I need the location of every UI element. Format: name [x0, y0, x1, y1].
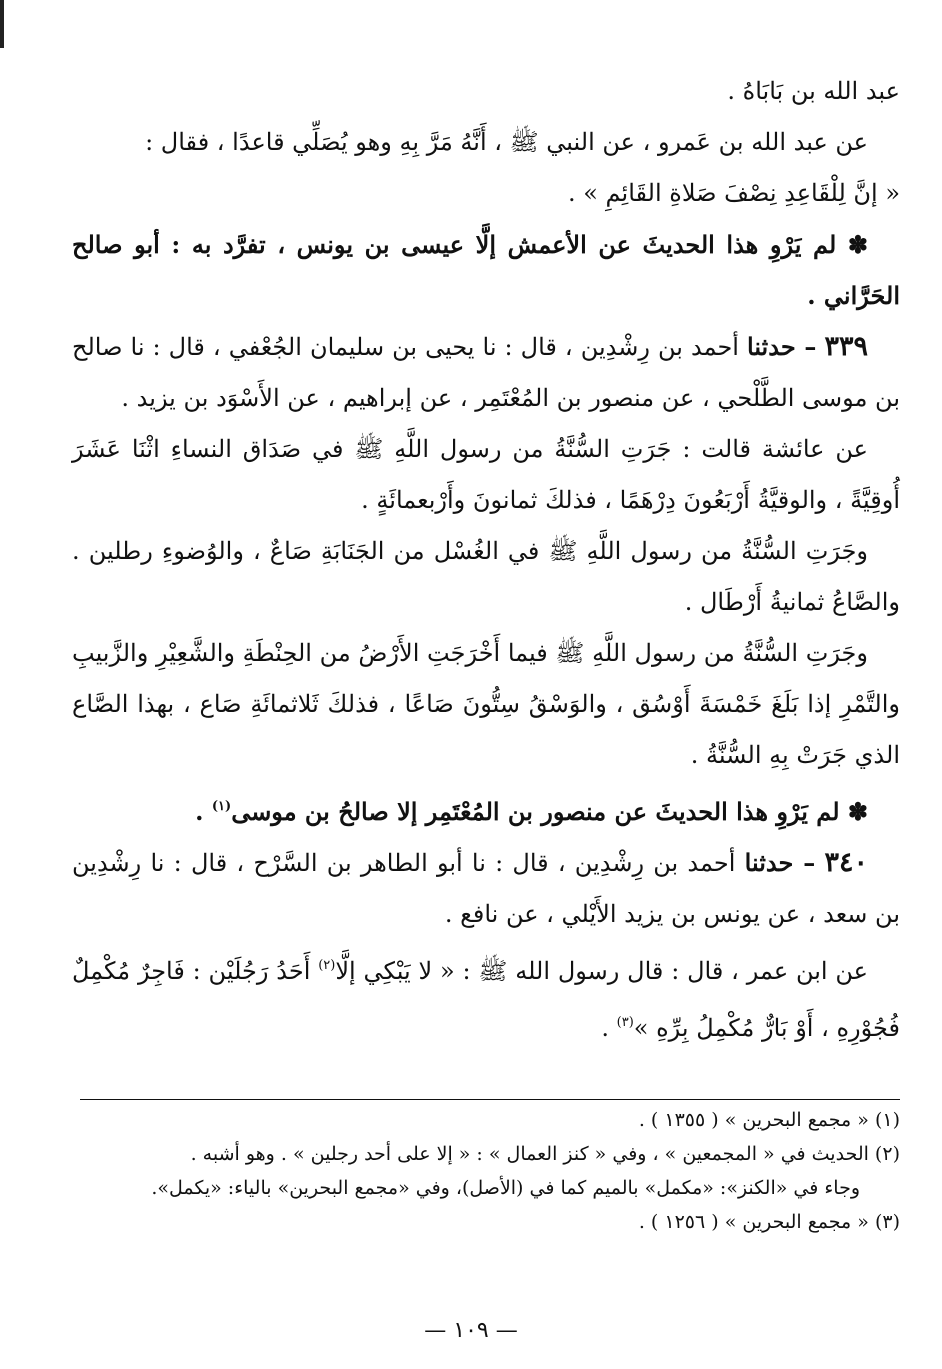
footnote-ref-1: (١) — [211, 799, 232, 814]
footnote-ref-3: (٣) — [616, 1015, 634, 1030]
hadith-339-lead: – حدثنا — [747, 332, 817, 361]
footnote-1: (١) « مجمع البحرين » ( ١٣٥٥ ) . — [638, 1109, 900, 1131]
main-text — [72, 66, 900, 1054]
paragraph-5-end: . — [601, 1014, 609, 1042]
page-number: — ١٠٩ — — [424, 1318, 518, 1343]
footnote-2-continued: وجاء في «الكنز»: «مكمل» بالميم كما في (الأصل)، وفي «مجمع البحرين» بالياء: «يكمل». — [151, 1177, 860, 1199]
footnote-divider — [80, 1099, 900, 1100]
footnote-ref-2: (٢) — [318, 958, 336, 973]
paragraph-5 — [72, 940, 900, 1054]
hadith-340-chain: أحمد بن رِشْدِين ، قال : نا أبو الطاهر بن السَّرْح ، قال : نا رِشْدِين بن سعد ، عن يونس بن يزيد الأَيْلي ، عن نافع . — [72, 849, 900, 928]
hadith-number-339: ٣٣٩ — [824, 331, 868, 362]
paragraph-4: وجَرَتِ السُّنَّةُ من رسول اللَّهِ ﷺ فيما أَخْرَجَتِ الأَرْضُ من الحِنْطَةِ والشَّعِيْرِ والزَّبيبِ والتَّمْرِ إذا بَلَغَ خَمْسَةَ أَوْسُق ، والوَسْقُ سِتُّونَ صَاعًا ، فذلكَ ثَلاثمائَةِ صَاع ، بهذا الصَّاع الذي جَرَتْ بِهِ السُّنَّةُ . — [72, 639, 900, 769]
top-line: عبد الله بن بَابَاهُ . — [727, 77, 900, 105]
commentary-2-end: . — [195, 797, 204, 826]
footnotes — [72, 1103, 900, 1239]
paragraph-3: وجَرَتِ السُّنَّةُ من رسول اللَّهِ ﷺ في الغُسْل من الجَنَابَةِ صَاعٌ ، والوُضوءِ رطلين . والصَّاعُ ثمانيةُ أَرْطَال . — [72, 537, 900, 616]
commentary-2-text: ✽ لم يَرْوِ هذا الحديثَ عن منصور بن المُعْتَمِر إلا صالحُ بن موسى — [231, 797, 868, 826]
hadith-340-isnad — [72, 837, 900, 940]
commentary-2 — [72, 781, 900, 837]
paragraph-2: عن عائشة قالت : جَرَتِ السُّنَّةُ من رسول اللَّهِ ﷺ في صَدَاق النساءِ اثْنَا عَشَرَ أُوقِيَّةً ، والوقيَّةُ أَرْبَعُونَ دِرْهَمًا ، فذلكَ ثمانونَ وأَرْبعمائَةٍ . — [72, 435, 900, 514]
paragraph-5-b: أَحَدُ رَجُلَيْن : فَاجِرٌ مُكْمِلٌ فُجُوْرِهِ ، أَوْ بَارٌّ مُكْمِلُ بِرِّهِ » — [72, 957, 900, 1042]
hadith-340-lead: – حدثنا — [744, 848, 816, 877]
hadith-339-chain: أحمد بن رِشْدِين ، قال : نا يحيى بن سليمان الجُعْفي ، قال : نا صالح بن موسى الطَّلْحي ، عن منصور بن المُعْتَمِر ، عن إبراهيم ، عن الأَسْوَد بن يزيد . — [72, 333, 900, 412]
hadith-339-isnad — [72, 321, 900, 424]
paragraph-1a: عن عبد الله بن عَمرو ، عن النبي ﷺ ، أَنَّهُ مَرَّ بِهِ وهو يُصَلِّي قاعدًا ، فقال : — [145, 128, 868, 156]
commentary-1: ✽ لم يَرْوِ هذا الحديثَ عن الأعمش إلَّا عيسى بن يونس ، تفرَّد به : أبو صالح الحَرَّاني . — [72, 230, 900, 310]
paragraph-5-a: عن ابن عمر ، قال : قال رسول الله ﷺ : « لا يَبْكِي إلَّا — [335, 957, 868, 985]
hadith-number-340: ٣٤٠ — [824, 847, 868, 878]
footnote-3: (٣) « مجمع البحرين » ( ١٢٥٦ ) . — [638, 1211, 900, 1233]
scan-edge-mark — [0, 0, 4, 48]
footnote-2: (٢) الحديث في « المجمعين » ، وفي « كنز العمال » : « إلا على أحد رجلين » . وهو أشبه . — [190, 1143, 900, 1165]
paragraph-1b: « إنَّ لِلْقَاعِدِ نِصْفَ صَلاةِ القَائِمِ » . — [567, 179, 900, 207]
